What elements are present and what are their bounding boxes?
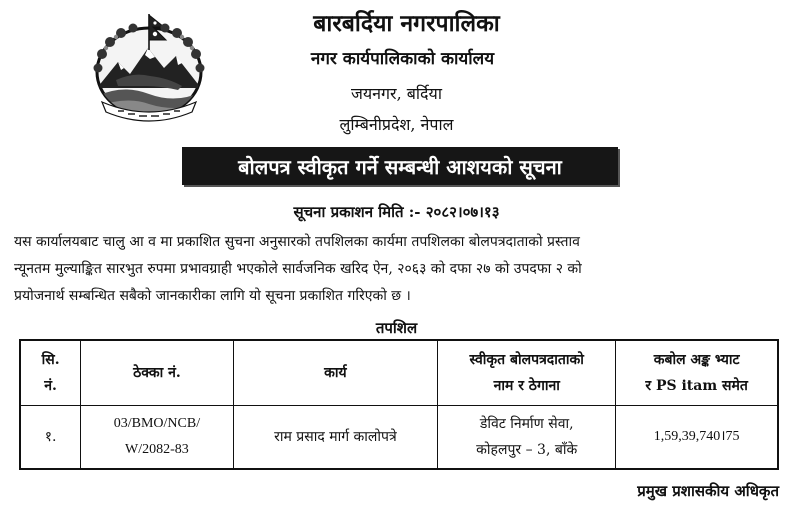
notice-title: बोलपत्र स्वीकृत गर्ने सम्बन्धी आशयको सूचना xyxy=(182,147,618,185)
header-work: कार्य xyxy=(233,340,438,406)
notice-body-line: प्रयोजनार्थ सम्बन्धित सबैको जानकारीका लागि यो सूचना प्रकाशित गरिएको छ । xyxy=(14,288,411,304)
cell-bidder-line2: कोहलपुर – 3, बाँके xyxy=(476,442,578,458)
cell-work: राम प्रसाद मार्ग कालोपत्रे xyxy=(233,406,438,470)
schedule-table xyxy=(19,339,779,470)
org-name: बारबर्दिया नगरपालिका xyxy=(313,10,500,37)
header-amount-line2: र PS itam समेत xyxy=(645,378,748,394)
cell-bidder-line1: डेविट निर्माण सेवा, xyxy=(479,416,574,432)
header-serial-no xyxy=(20,340,81,406)
notice-body-line: न्यूनतम मुल्याङ्कित सारभुत रुपमा प्रभावग्राही भएकोले सार्वजनिक खरिद ऐन, २०६३ को दफा २७ को उपदफा २ को xyxy=(14,261,582,277)
cell-contract-no xyxy=(81,406,233,470)
cell-contract-no-line1: 03/BMO/NCB/ xyxy=(113,416,201,431)
header-amount xyxy=(616,340,778,406)
office-address: जयनगर, बर्दिया xyxy=(351,84,442,103)
header-contract-no: ठेक्का नं. xyxy=(81,340,233,406)
header-bidder-line2: नाम र ठेगाना xyxy=(493,378,560,394)
cell-bidder xyxy=(438,406,616,470)
table-header-row xyxy=(20,340,778,406)
header-amount-line1: कबोल अङ्क भ्याट xyxy=(653,352,740,368)
table-row xyxy=(20,406,778,470)
cell-contract-no-line2: W/2082-83 xyxy=(125,442,189,457)
header-serial-no-line1: सि. xyxy=(41,352,60,368)
signatory-title: प्रमुख प्रशासकीय अधिकृत xyxy=(637,482,779,500)
cell-amount: 1,59,39,740।75 xyxy=(616,406,778,470)
notice-body-line: यस कार्यालयबाट चालु आ व मा प्रकाशित सुचना अनुसारको तपशिलका कार्यमा तपशिलका बोलपत्रदाताको प्रस्ताव xyxy=(14,234,580,250)
header-bidder-line1: स्वीकृत बोलपत्रदाताको xyxy=(469,352,584,368)
office-province: लुम्बिनीप्रदेश, नेपाल xyxy=(339,115,454,134)
schedule-label: तपशिल xyxy=(375,319,418,337)
header-serial-no-line2: नं. xyxy=(44,378,57,394)
cell-serial-no: १. xyxy=(20,406,81,470)
header-bidder xyxy=(438,340,616,406)
publication-date: सूचना प्रकाशन मिति :- २०८२।०७।१३ xyxy=(293,203,500,221)
notice-body xyxy=(14,229,780,310)
office-name: नगर कार्यपालिकाको कार्यालय xyxy=(310,49,495,69)
